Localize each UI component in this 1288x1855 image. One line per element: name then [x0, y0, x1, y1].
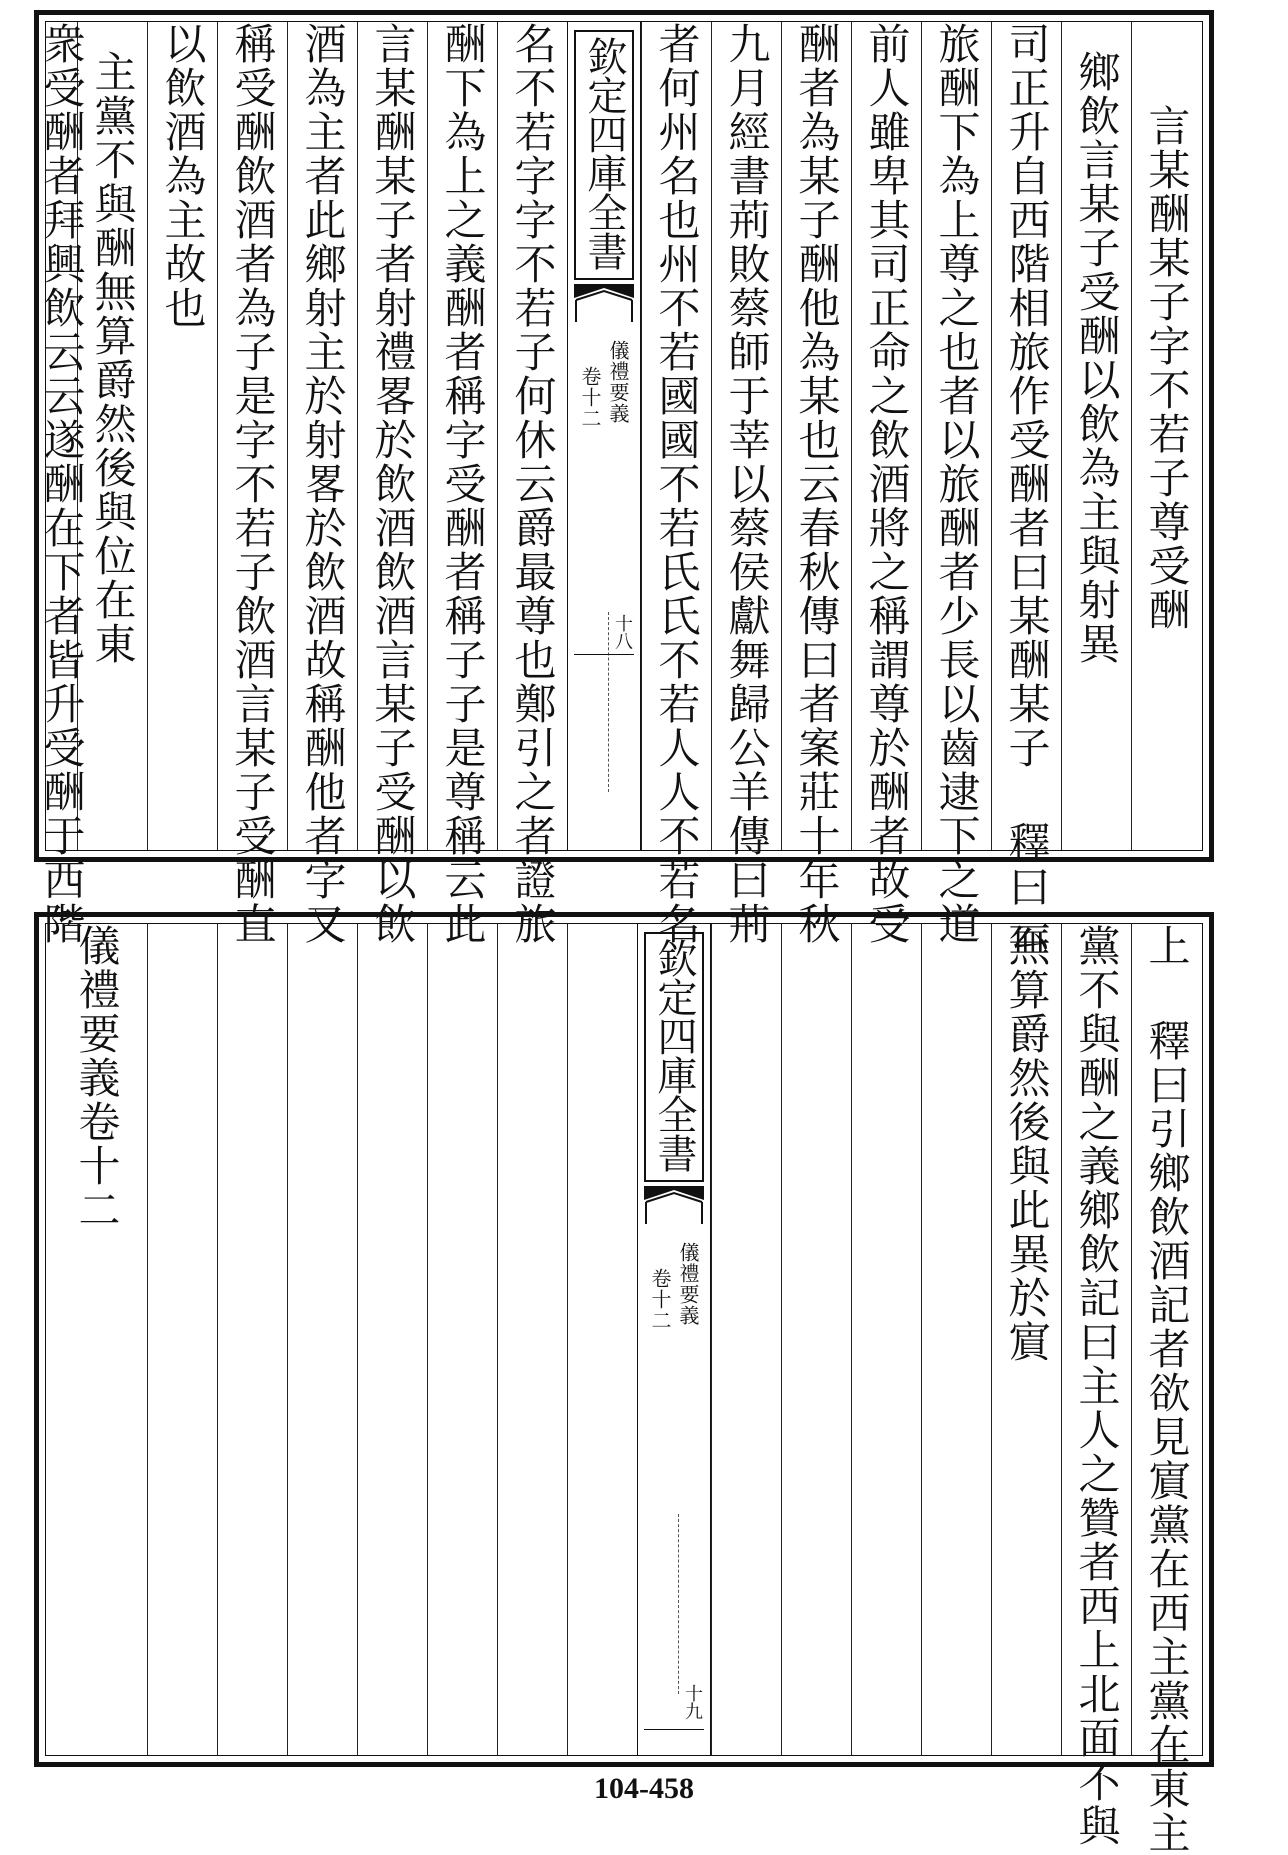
text-column [711, 22, 781, 946]
page-footer-number: 104-458 [594, 1772, 694, 1805]
column-text: 無算爵然後與此異於賔 [1002, 924, 1052, 1364]
top-page [34, 10, 1214, 953]
text-column [357, 22, 427, 946]
collection-title: 欽定四庫全書 [581, 36, 627, 270]
text-column [46, 924, 147, 1755]
text-column [147, 924, 217, 1755]
fish-tail-mark-icon [644, 1186, 704, 1224]
column-text: 稱受酬飲酒者為子是字不若子飲酒言某子受酬直 [228, 22, 278, 946]
fold-dash-line [608, 612, 609, 792]
text-column [1131, 924, 1201, 1855]
text-column [781, 22, 851, 946]
column-text: 衆受酬者拜興飲云云遂酬在下者皆升受酬于西階 [37, 22, 87, 946]
column-text: 言某酬某子字不若子尊受酬 [1142, 104, 1192, 632]
center-fold-column [637, 924, 711, 1755]
fish-tail-mark-icon [574, 284, 634, 322]
text-column [287, 22, 357, 946]
column-text: 言某酬某子者射禮畧於飲酒飲酒言某子受酬以飲 [368, 22, 418, 946]
book-title: 儀禮要義 [606, 340, 630, 424]
column-text: 黨不與酬之義鄉飲記曰主人之贊者西上北面不與 [1072, 924, 1122, 1848]
column-text: 上 釋曰引鄉飲酒記者欲見賔黨在西主黨在東主 [1142, 924, 1192, 1855]
text-column [427, 22, 497, 946]
text-column [991, 22, 1061, 953]
collection-title-box [574, 30, 634, 280]
text-column [991, 924, 1061, 1755]
column-text: 鄉飲言某子受酬以飲為主與射異 [1072, 50, 1122, 666]
book-title: 儀禮要義 [676, 1242, 700, 1326]
top-page-frame [37, 21, 1203, 953]
column-text: 名不若字字不若子何休云爵最尊也鄭引之者證旅 [508, 22, 558, 946]
collection-title-box [644, 932, 704, 1182]
text-column [357, 924, 427, 1755]
text-column [711, 924, 781, 1755]
volume-label: 卷十二 [578, 366, 602, 429]
column-text: 司正升自西階相旅作受酬者曰某酬某子 釋曰云 [1002, 22, 1052, 953]
text-column [921, 924, 991, 1755]
center-fold-column [567, 22, 641, 850]
text-column [1061, 22, 1131, 850]
text-column [1061, 924, 1131, 1848]
text-column [217, 924, 287, 1755]
text-column [217, 22, 287, 946]
text-column [781, 924, 851, 1755]
column-text: 儀禮要義卷十二 [72, 924, 122, 1232]
text-column [921, 22, 991, 946]
leaf-page-number: 十九 [682, 1684, 703, 1720]
collection-title: 欽定四庫全書 [651, 938, 697, 1172]
text-column [427, 924, 497, 1755]
text-column [287, 924, 357, 1755]
text-column [37, 22, 87, 946]
column-text: 九月經書荊敗蔡師于莘以蔡侯獻舞歸公羊傳曰荊 [722, 22, 772, 946]
book-info [638, 1242, 710, 1502]
text-column [1131, 22, 1201, 850]
fold-dash-line [678, 1514, 679, 1694]
leaf-page-number: 十八 [612, 614, 633, 650]
text-column [497, 924, 567, 1755]
leaf-number-rule [644, 1729, 704, 1730]
text-column [851, 924, 921, 1755]
text-column [851, 22, 921, 946]
text-column [497, 22, 567, 946]
leaf-number-rule [574, 654, 634, 655]
column-text: 酒為主者此鄉射主於射畧於飲酒故稱酬他者字又 [298, 22, 348, 946]
column-text: 主黨不與酬無算爵然後與位在東 [88, 50, 138, 666]
column-text: 酬下為上之義酬者稱字受酬者稱子子是尊稱云此 [438, 22, 488, 946]
column-text: 酬者為某子酬他為某也云春秋傳曰者案莊十年秋 [792, 22, 842, 946]
column-text: 以飲酒為主故也 [158, 22, 208, 330]
column-text: 者何州名也州不若國國不若氏氏不若人人不若名 [652, 22, 702, 946]
column-text: 前人雖卑其司正命之飲酒將之稱謂尊於酬者故受 [862, 22, 912, 946]
text-column [641, 22, 711, 946]
text-column [567, 924, 637, 1755]
book-info [568, 340, 640, 600]
column-text: 旅酬下為上尊之也者以旅酬者少長以齒逮下之道 [932, 22, 982, 946]
volume-label: 卷十二 [648, 1268, 672, 1331]
text-column [147, 22, 217, 850]
